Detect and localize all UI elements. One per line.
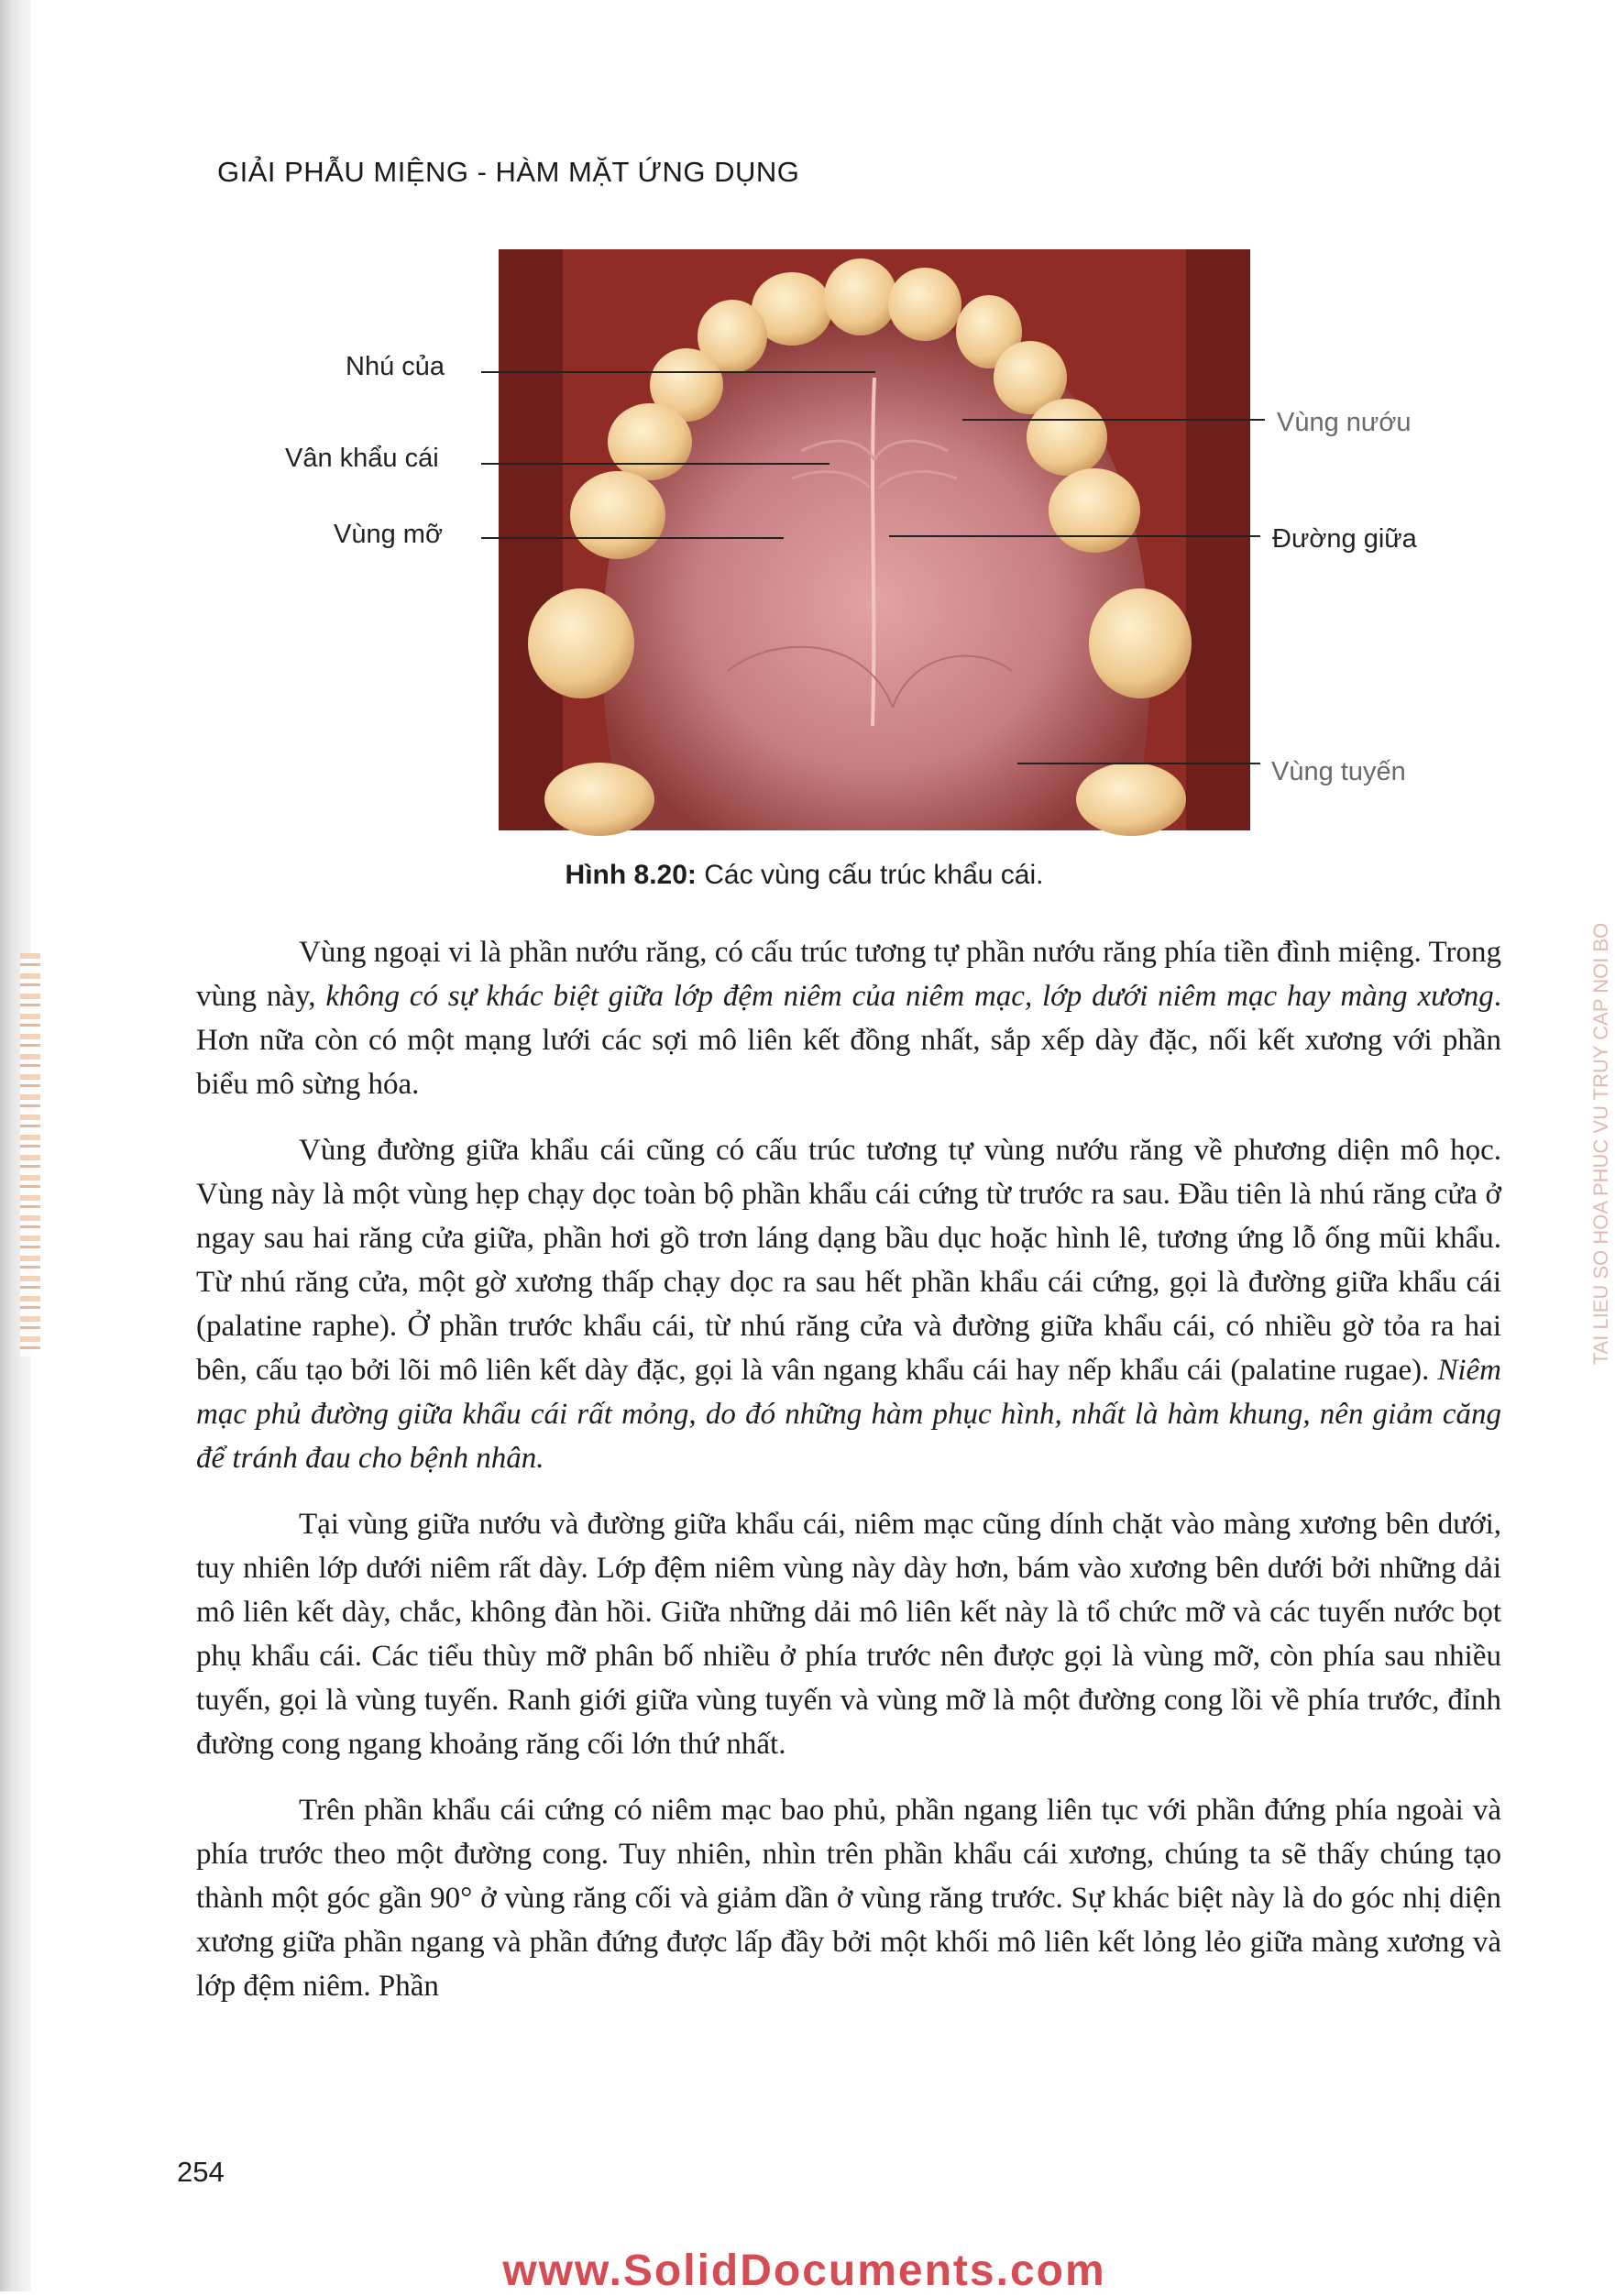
paragraph-4: Trên phần khẩu cái cứng có niêm mạc bao phủ, phần ngang liên tục với phần đứng phía ngoài và phía trước theo một đường cong. Tuy nhiên, nhìn trên phần khẩu cái xương, chúng ta sẽ thấy chúng tạo thành một góc gần 90° ở vùng răng cối và giảm dần ở vùng răng trước. Sự khác biệt này là do góc nhị diện xương giữa phần ngang và phần đứng được lấp đầy bởi một khối mô liên kết lỏng lẻo giữa màng xương và lớp đệm niêm. Phần xyxy=(196,1794,1501,2003)
leader-midline xyxy=(889,535,1260,537)
leader-fat-zone xyxy=(481,537,784,539)
running-title: GIẢI PHẪU MIỆNG - HÀM MẶT ỨNG DỤNG xyxy=(217,156,800,188)
leader-incisive-papilla xyxy=(481,371,875,373)
palate-illustration xyxy=(499,249,1250,830)
label-midline: Đường giữa xyxy=(1272,524,1417,554)
label-fat-zone: Vùng mỡ xyxy=(334,520,443,549)
paragraph-1-text-a: Vùng ngoại vi là phần nướu răng, có cấu trúc tương tự phần nướu răng phía tiền đình miệng. Trong vùng này, xyxy=(196,936,1501,1013)
body-text xyxy=(196,930,1501,2030)
footer-watermark: www.SolidDocuments.com xyxy=(502,2247,1106,2295)
caption-text: Các vùng cấu trúc khẩu cái. xyxy=(696,860,1044,890)
paragraph-1-text-c: . Hơn nữa còn có một mạng lưới các sợi mô liên kết đồng nhất, sắp xếp dày đặc, nối kết xương với phần biểu mô sừng hóa. xyxy=(196,980,1501,1101)
label-glandular-zone: Vùng tuyến xyxy=(1271,757,1406,786)
caption-number: Hình 8.20: xyxy=(565,860,697,890)
paragraph-1 xyxy=(196,930,1501,1106)
label-incisive-papilla: Nhú của xyxy=(346,352,445,381)
midline-raphe xyxy=(873,378,874,726)
paragraph-2-emphasis: Niêm mạc phủ đường giữa khẩu cái rất mỏng, do đó những hàm phục hình, nhất là hàm khung, nên giảm căng để tránh đau cho bệnh nhân. xyxy=(196,1354,1501,1475)
paragraph-1-emphasis: không có sự khác biệt giữa lớp đệm niêm của niêm mạc, lớp dưới niêm mạc hay màng xương xyxy=(325,980,1494,1013)
paragraph-2-text: Vùng đường giữa khẩu cái cũng có cấu trúc tương tự vùng nướu răng về phương diện mô học. Vùng này là một vùng hẹp chạy dọc toàn bộ phần khẩu cái cứng từ trước ra sau. Đầu tiên là nhú răng cửa ở ngay sau hai răng cửa giữa, phần hơi gồ trơn láng dạng bầu dục hoặc hình lê, tương ứng lỗ ống mũi khẩu. Từ nhú răng cửa, một gờ xương thấp chạy dọc ra sau hết phần khẩu cái cứng, gọi là đường giữa khẩu cái (palatine raphe). Ở phần trước khẩu cái, từ nhú răng cửa và đường giữa khẩu cái, có nhiều gờ tỏa ra hai bên, cấu tạo bởi lõi mô liên kết dày đặc, gọi là vân ngang khẩu cái hay nếp khẩu cái (palatine rugae). xyxy=(196,1134,1501,1387)
side-watermark-text: TAI LIEU SO HOA PHUC VU TRUY CAP NOI BO xyxy=(1589,922,1612,1366)
label-palatine-rugae: Vân khẩu cái xyxy=(285,444,439,473)
leader-gingival-zone xyxy=(962,419,1265,421)
palate-photo xyxy=(499,249,1250,830)
paragraph-3: Tại vùng giữa nướu và đường giữa khẩu cái, niêm mạc cũng dính chặt vào màng xương bên dưới, tuy nhiên lớp dưới niêm rất dày. Lớp đệm niêm vùng này dày hơn, bám vào xương bên dưới bởi những dải mô liên kết dày, chắc, không đàn hồi. Giữa những dải mô liên kết này là tổ chức mỡ và các tuyến nước bọt phụ khẩu cái. Các tiểu thùy mỡ phân bố nhiều ở phía trước nên được gọi là vùng mỡ, còn phía sau nhiều tuyến, gọi là vùng tuyến. Ranh giới giữa vùng tuyến và vùng mỡ là một đường cong lồi về phía trước, đỉnh đường cong ngang khoảng răng cối lớn thứ nhất. xyxy=(196,1508,1501,1761)
label-gingival-zone: Vùng nướu xyxy=(1277,408,1412,437)
page-number: 254 xyxy=(177,2156,225,2188)
spine-color-marks xyxy=(20,953,40,1357)
side-watermark xyxy=(1588,852,1615,1439)
leader-glandular-zone xyxy=(1017,763,1260,764)
figure-caption xyxy=(0,860,1609,891)
leader-palatine-rugae xyxy=(481,463,829,465)
paragraph-2 xyxy=(196,1128,1501,1480)
